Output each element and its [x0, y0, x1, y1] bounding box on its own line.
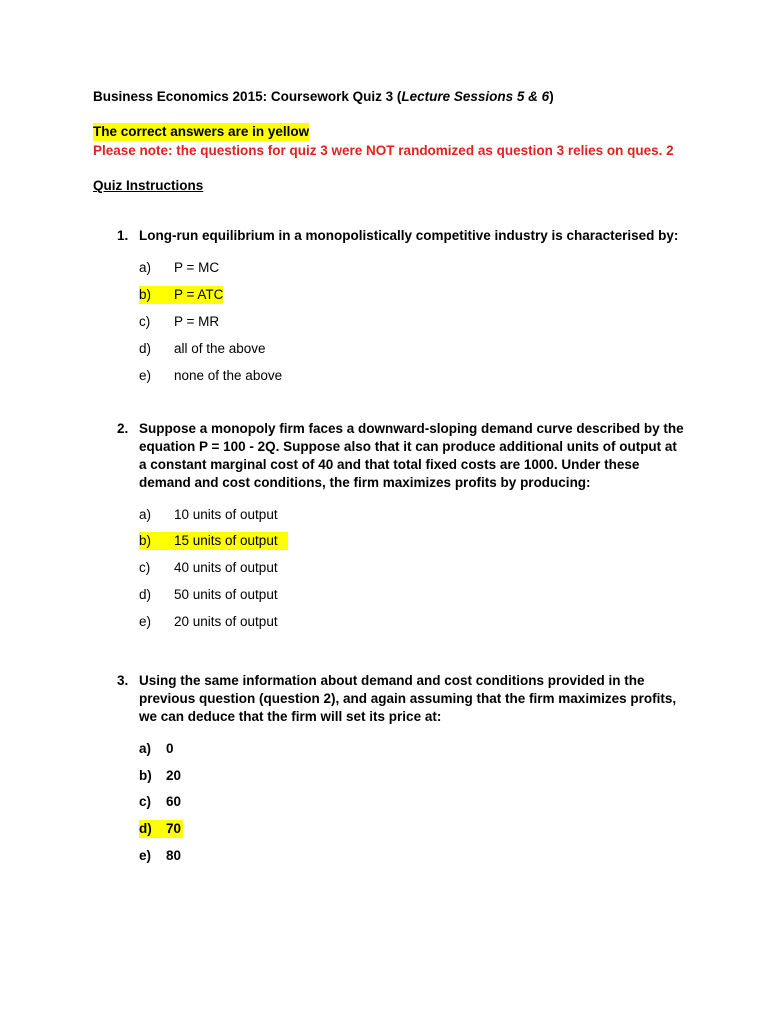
- question-3-line-2: previous question (question 2), and again assuming that the firm maximizes profits,: [139, 691, 677, 706]
- question-2-line-2: equation P = 100 - 2Q. Suppose also that it can produce additional units of output at: [139, 439, 677, 454]
- question-1-option-e: e): [139, 368, 152, 383]
- question-3-option-e: e): [139, 848, 152, 863]
- question-2-number: 2.: [117, 421, 129, 436]
- question-2-option-b-correct: [139, 532, 288, 550]
- question-2-option-d-text: 50 units of output: [174, 587, 278, 602]
- question-2-option-c-text: 40 units of output: [174, 560, 278, 575]
- question-2-option-e-text: 20 units of output: [174, 614, 278, 629]
- question-3-line-3: we can deduce that the firm will set its price at:: [139, 709, 442, 724]
- option-letter: b): [139, 287, 152, 302]
- question-1-option-c-text: P = MR: [174, 314, 220, 329]
- question-3-number: 3.: [117, 673, 129, 688]
- question-2-option-c: c): [139, 560, 151, 575]
- option-letter: b): [139, 533, 152, 548]
- document-title: [93, 88, 554, 106]
- question-2-line-3: a constant marginal cost of 40 and that total fixed costs are 1000. Under these: [139, 457, 640, 472]
- title-suffix: ): [549, 89, 554, 104]
- question-2-line-1: Suppose a monopoly firm faces a downward-sloping demand curve described by the: [139, 421, 684, 436]
- question-3-option-a-text: 0: [166, 741, 174, 756]
- option-letter: d): [139, 821, 152, 836]
- option-text: P = ATC: [174, 287, 224, 302]
- option-text: 70: [166, 821, 182, 836]
- question-3-option-a: a): [139, 741, 152, 756]
- question-3-option-c-text: 60: [166, 794, 182, 809]
- question-2-option-d: d): [139, 587, 152, 602]
- quiz-instructions-heading: Quiz Instructions: [93, 178, 204, 193]
- question-3-option-b: b): [139, 768, 152, 783]
- question-1-option-d-text: all of the above: [174, 341, 266, 356]
- title-italic: Lecture Sessions 5 & 6: [401, 89, 550, 104]
- randomization-note: Please note: the questions for quiz 3 were NOT randomized as question 3 relies on ques. 2: [93, 143, 674, 158]
- question-3-option-b-text: 20: [166, 768, 182, 783]
- question-1-option-e-text: none of the above: [174, 368, 283, 383]
- question-3-line-1: Using the same information about demand and cost conditions provided in the: [139, 673, 645, 688]
- option-text: 15 units of output: [174, 533, 278, 548]
- question-3-option-c: c): [139, 794, 152, 809]
- question-2-option-e: e): [139, 614, 152, 629]
- question-2-option-a: a): [139, 507, 152, 522]
- correct-answers-note: The correct answers are in yellow: [93, 124, 310, 139]
- question-1-option-c: c): [139, 314, 151, 329]
- question-1-line: Long-run equilibrium in a monopolistically competitive industry is characterised by:: [139, 228, 679, 243]
- question-1-option-a-text: P = MC: [174, 260, 220, 275]
- question-2-option-a-text: 10 units of output: [174, 507, 278, 522]
- title-prefix: Business Economics 2015: Coursework Quiz 3 (: [93, 89, 402, 104]
- question-1-option-a: [139, 259, 151, 277]
- option-letter: a): [139, 260, 152, 275]
- question-1-number: 1.: [117, 228, 129, 243]
- question-2-line-4: demand and cost conditions, the firm maximizes profits by producing:: [139, 475, 591, 490]
- question-3-option-e-text: 80: [166, 848, 182, 863]
- question-1-option-b-correct: [139, 286, 223, 304]
- question-1-option-d: d): [139, 341, 152, 356]
- question-3-option-d-correct: [139, 820, 183, 838]
